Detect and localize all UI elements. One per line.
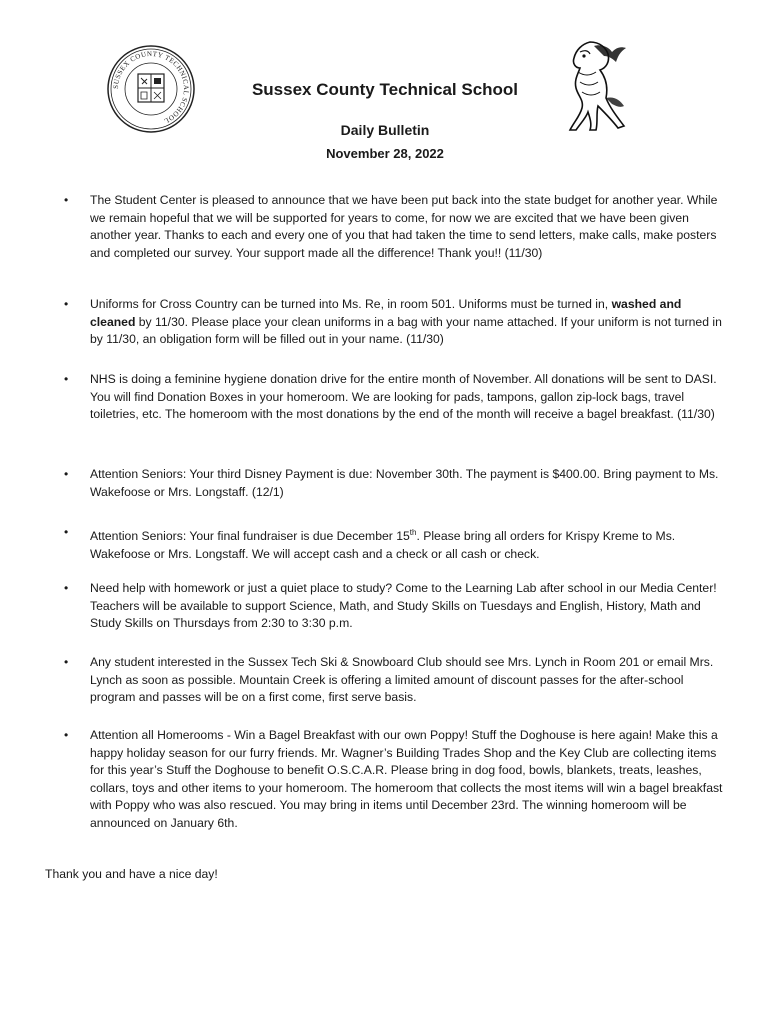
bulletin-item [64, 371, 726, 424]
bulletin-item-text: Attention all Homerooms - Win a Bagel Breakfast with our own Poppy! Stuff the Doghouse is here again! Make this a happy holiday season for our furry friends. Mr. Wagner’s Building Trades Shop and the Key Club are collecting items for this year’s Stuff the Doghouse to benefit O.S.C.A.R. Please bring in dog food, bowls, blankets, treats, leashes, collars, toys and other items to your homeroom. The homeroom that collects the most items will win a bagel breakfast with Poppy who was also rescued. You may bring in items until December 23rd. The winning homeroom will be announced on January 6th. [90, 728, 723, 830]
item-text-superscript: th [409, 528, 417, 537]
bullet-icon: • [64, 728, 69, 742]
bulletin-item [64, 524, 726, 563]
bulletin-item-text: Need help with homework or just a quiet place to study? Come to the Learning Lab after school in our Media Center! Teachers will be available to support Science, Math, and Study Skills on Tuesdays and English, History, Math and Study Skills on Thursdays from 2:30 to 3:30 p.m. [90, 581, 717, 630]
closing-text: Thank you and have a nice day! [45, 867, 218, 881]
bulletin-item [64, 192, 726, 262]
item-text-part: . Please bring all orders for Krispy Kreme to Ms. Wakefoose or Mrs. Longstaff. We will accept cash and a check or all cash or check. [90, 529, 676, 561]
bulletin-item [64, 296, 726, 349]
seal-text: SUSSEX COUNTY TECHNICAL SCHOOL [111, 49, 191, 126]
bullet-icon: • [64, 297, 69, 311]
bulletin-item-text [90, 296, 726, 349]
bullet-icon: • [64, 655, 69, 669]
item-text-part: by 11/30. Please place your clean uniforms in a bag with your name attached. If your uniform is not turned in by 11/30, an obligation form will be filled out in your name. (11/30) [90, 314, 722, 346]
bulletin-item [64, 654, 726, 707]
bullet-icon: • [64, 193, 69, 207]
bulletin-item-text [90, 524, 726, 563]
bulletin-item-text: The Student Center is pleased to announce that we have been put back into the state budget for another year. While we remain hopeful that we will be supported for years to come, for now we are excited that we have been given another year. Thanks to each and every one of you that had taken the time to send letters, make calls, make posters and completed our survey. Your support made all the difference! Thank you!! (11/30) [90, 193, 718, 260]
bullet-icon: • [64, 372, 69, 386]
school-title: Sussex County Technical School [251, 80, 519, 99]
bulletin-item-text: NHS is doing a feminine hygiene donation drive for the entire month of November. All donations will be sent to DASI. You will find Donation Boxes in your homeroom. We are looking for pads, tampons, gallon zip-lock bags, travel toiletries, etc. The homeroom with the most donations by the end of the month will receive a bagel breakfast. (11/30) [90, 372, 717, 421]
bulletin-title: Daily Bulletin [340, 122, 430, 138]
bulletin-item-text: Attention Seniors: Your third Disney Payment is due: November 30th. The payment is $400.00. Bring payment to Ms. Wakefoose or Mrs. Longstaff. (12/1) [90, 467, 719, 499]
bulletin-item [64, 466, 726, 501]
bulletin-item [64, 727, 726, 832]
bulletin-item-text: Any student interested in the Sussex Tech Ski & Snowboard Club should see Mrs. Lynch in Room 201 or email Mrs. Lynch as soon as possible. Mountain Creek is offering a limited amount of discount passes for the after-school program and passes will be on a first come, first serve basis. [90, 655, 714, 704]
item-text-bold: washed and cleaned [90, 297, 682, 329]
bullet-icon: • [64, 467, 69, 481]
item-text-part: Attention Seniors: Your final fundraiser is due December 15 [90, 529, 410, 544]
bulletin-date: November 28, 2022 [326, 146, 444, 161]
bullet-icon: • [64, 525, 69, 539]
bullet-icon: • [64, 581, 69, 595]
item-text-part: Uniforms for Cross Country can be turned into Ms. Re, in room 501. Uniforms must be turned in, [90, 297, 612, 311]
bulletin-item [64, 580, 726, 633]
